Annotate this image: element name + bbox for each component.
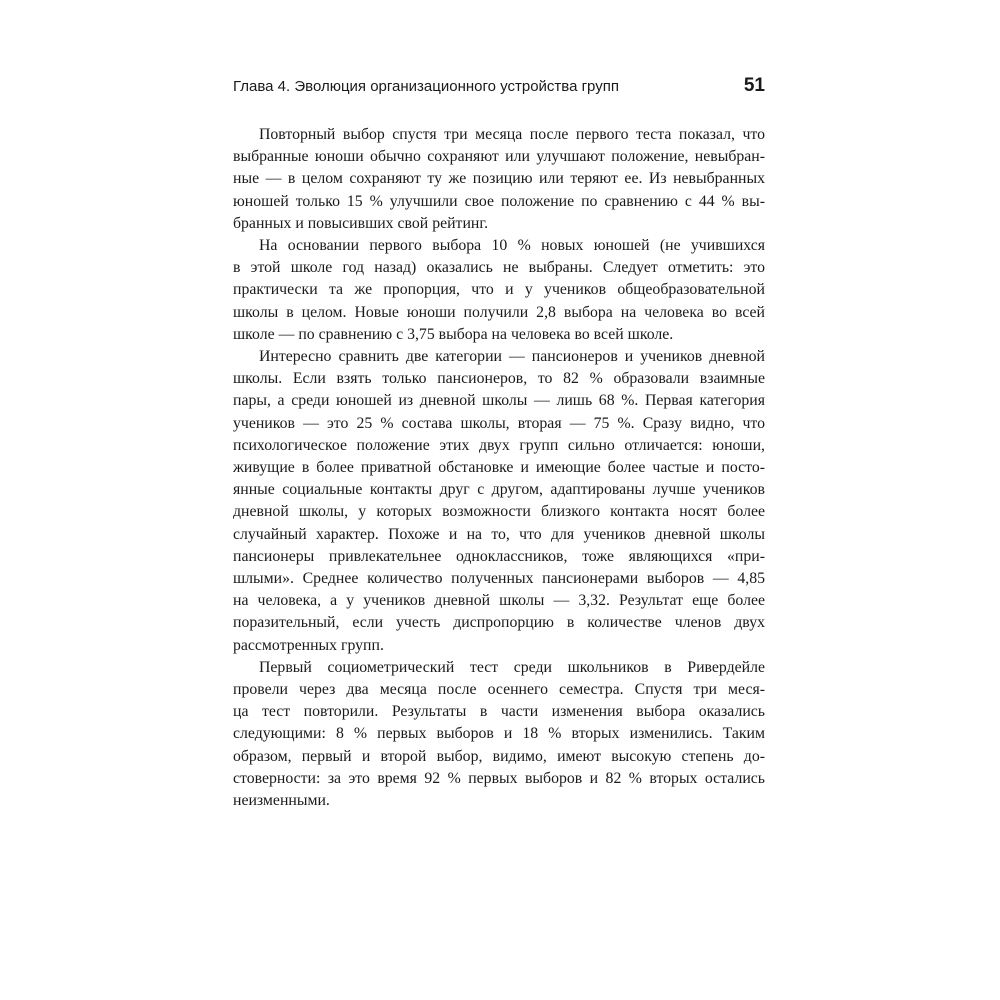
text-line: шлыми». Среднее количество полученных пансионерами выборов — 4,85: [233, 570, 765, 588]
text-line: дневной школы, у которых возможности близкого контакта носят более: [233, 503, 765, 521]
paragraph: [233, 346, 765, 657]
text-line: неизменными.: [233, 792, 330, 810]
text-line: янные социальные контакты друг с другом, адаптированы лучше учеников: [233, 481, 765, 499]
text-line: Интересно сравнить две категории — пансионеров и учеников дневной: [259, 348, 765, 366]
text-line: Повторный выбор спустя три месяца после первого теста показал, что: [259, 126, 765, 143]
text-line: Первый социометрический тест среди школьников в Ривердейле: [259, 658, 765, 676]
text-line: случайный характер. Похоже и на то, что для учеников дневной школы: [233, 525, 765, 543]
page-number: 51: [743, 75, 765, 96]
text-line: юношей только 15 % улучшили свое положение по сравнению с 44 % вы-: [233, 192, 765, 210]
paragraph: [233, 657, 765, 812]
text-line: ца тест повторили. Результаты в части изменения выбора оказались: [233, 703, 765, 721]
text-line: ные — в целом сохраняют ту же позицию или теряют ее. Из невыбранных: [233, 170, 765, 188]
text-line: школы в целом. Новые юноши получили 2,8 выбора на человека во всей: [233, 303, 765, 321]
text-line: учеников — это 25 % состава школы, вторая — 75 %. Сразу видно, что: [233, 414, 765, 432]
text-line: психологическое положение этих двух групп сильно отличается: юноши,: [233, 436, 765, 454]
text-line: школе — по сравнению с 3,75 выбора на человека во всей школе.: [233, 325, 674, 343]
text-line: провели через два месяца после осеннего семестра. Спустя три меся-: [233, 681, 765, 699]
text-line: живущие в более приватной обстановке и имеющие более частые и посто-: [233, 459, 765, 477]
body-text: [233, 124, 765, 812]
text-line: пансионеры привлекательнее одноклассников, тоже являющихся «при-: [233, 547, 765, 565]
text-line: школы. Если взять только пансионеров, то 82 % образовали взаимные: [233, 370, 765, 388]
chapter-title: Глава 4. Эволюция организационного устройства групп: [233, 78, 619, 95]
text-line: выбранные юноши обычно сохраняют или улучшают положение, невыбран-: [233, 148, 765, 166]
text-line: практически та же пропорция, что и у учеников общеобразовательной: [233, 281, 765, 299]
text-line: пары, а среди юношей из дневной школы — лишь 68 %. Первая категория: [233, 392, 765, 410]
text-line: рассмотренных групп.: [233, 636, 384, 654]
text-line: следующими: 8 % первых выборов и 18 % вторых изменились. Таким: [233, 725, 765, 743]
paragraph: [233, 235, 765, 346]
text-line: поразительный, если учесть диспропорцию в количестве членов двух: [233, 614, 765, 632]
text-line: на человека, а у учеников дневной школы — 3,32. Результат еще более: [233, 592, 765, 610]
text-line: образом, первый и второй выбор, видимо, имеют высокую степень до-: [233, 747, 765, 765]
running-header: [233, 75, 765, 102]
text-line: стоверности: за это время 92 % первых выборов и 82 % вторых остались: [233, 769, 765, 787]
text-line: На основании первого выбора 10 % новых юношей (не учившихся: [259, 237, 765, 255]
text-line: бранных и повысивших свой рейтинг.: [233, 214, 489, 232]
text-line: в этой школе год назад) оказались не выбраны. Следует отметить: это: [233, 259, 765, 277]
paragraph: [233, 124, 765, 235]
